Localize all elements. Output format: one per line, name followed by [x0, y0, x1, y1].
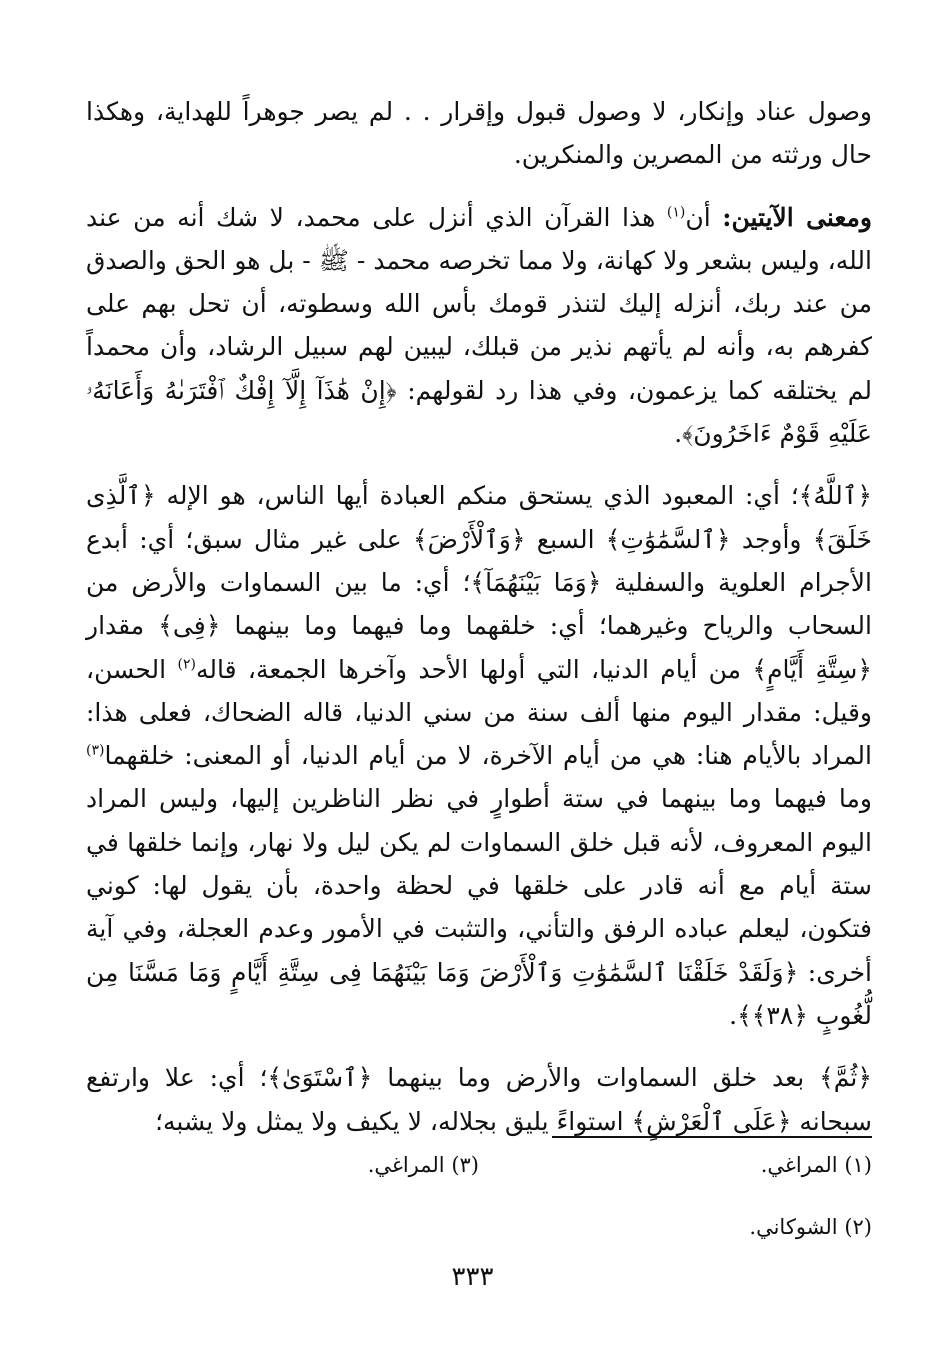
paragraph-4 [86, 1056, 872, 1143]
paragraph-3-part-1: ﴿ٱللَّهُ﴾؛ أي: المعبود الذي يستحق منكم العبادة أيها الناس، هو الإله ﴿ٱلَّذِى خَلَقَ﴾ وأوجد ﴿ٱلسَّمَٰوَٰتِ﴾ السبع ﴿وَٱلْأَرْضَ﴾ على غير مثال سبق؛ أي: أبدع الأجرام العلوية والسفلية ﴿وَمَا بَيْنَهُمَآ﴾؛ أي: ما بين السماوات والأرض من السحاب والرياح وغيرهما؛ أي: خلقهما وما فيهما وما بينهما ﴿فِى﴾ مقدار ﴿سِتَّةِ أَيَّامٍ﴾ من أيام الدنيا، التي أولها الأحد وآخرها الجمعة، قاله [86, 481, 872, 684]
paragraph-3-part-2: الحسن، وقيل: مقدار اليوم منها ألف سنة من سني الدنيا، قاله الضحاك، فعلى هذا: المراد بالأيام هنا: هي من أيام الآخرة، لا من أيام الدنيا، أو المعنى: خلقهما [86, 654, 872, 771]
main-text [86, 90, 872, 1143]
footnote-1: (١) المراغي. [760, 1153, 872, 1177]
paragraph-4-text: ﴿ثُمَّ﴾ بعد خلق السماوات والأرض وما بينهما ﴿ٱسْتَوَىٰ﴾؛ أي: علا وارتفع سبحانه ﴿عَلَى ٱلْعَرْشِ﴾ استواءً يليق بجلاله، لا يكيف ولا يمثل ولا يشبه؛ [86, 1063, 872, 1136]
footnote-row-2 [86, 1212, 872, 1242]
footnotes [86, 1150, 872, 1274]
footnote-divider [552, 1136, 872, 1138]
footnote-row-1 [86, 1150, 872, 1180]
page-number: ٣٣٣ [451, 1262, 494, 1292]
footnote-3: (٣) المراغي. [367, 1153, 479, 1177]
footnote-ref-3: (٣) [86, 742, 105, 759]
paragraph-1-text: وصول عناد وإنكار، لا وصول قبول وإقرار . . لم يصر جوهراً للهداية، وهكذا حال ورثته من المصرين والمنكرين. [86, 97, 872, 170]
paragraph-1 [86, 90, 872, 177]
paragraph-3 [86, 474, 872, 1037]
paragraph-2-rest: هذا القرآن الذي أنزل على محمد، لا شك أنه من عند الله، وليس بشعر ولا كهانة، ولا مما تخرصه محمد - ﷺ - بل هو الحق والصدق من عند ربك، أنزله إليك لتنذر قومك بأس الله وسطوته، أن تحل بهم على كفرهم به، وأنه لم يأتهم نذير من قبلك، ليبين لهم سبيل الرشاد، وأن محمداً لم يختلقه كما يزعمون، وفي هذا رد لقولهم: ﴿إِنْ هَٰذَآ إِلَّآ إِفْكٌ ٱفْتَرَىٰهُ وَأَعَانَهُۥ عَلَيْهِ قَوْمٌ ءَاخَرُونَ﴾. [86, 202, 872, 449]
paragraph-3-part-3: وما فيهما وما بينهما في ستة أطوارٍ في نظر الناظرين إليها، وليس المراد اليوم المعروف، لأنه قبل خلق السماوات لم يكن ليل ولا نهار، وإنما خلقها في ستة أيام مع أنه قادر على خلقها في لحظة واحدة، بأن يقول لها: كوني فتكون، ليعلم عباده الرفق والتأني، والتثبت في الأمور وعدم العجلة، وفي آية أخرى: ﴿وَلَقَدْ خَلَقْنَا ٱلسَّمَٰوَٰتِ وَٱلْأَرْضَ وَمَا بَيْنَهُمَا فِى سِتَّةِ أَيَّامٍ وَمَا مَسَّنَا مِن لُّغُوبٍ ﴿٣٨﴾﴾. [86, 784, 872, 1030]
paragraph-2-lead: ومعنى الآيتين: [722, 202, 872, 232]
footnote-2: (٢) الشوكاني. [749, 1215, 872, 1239]
paragraph-2-before-note: أن [685, 202, 723, 232]
footnote-ref-1: (١) [666, 204, 686, 221]
footnote-ref-2: (٢) [177, 656, 196, 673]
paragraph-2 [86, 196, 872, 456]
